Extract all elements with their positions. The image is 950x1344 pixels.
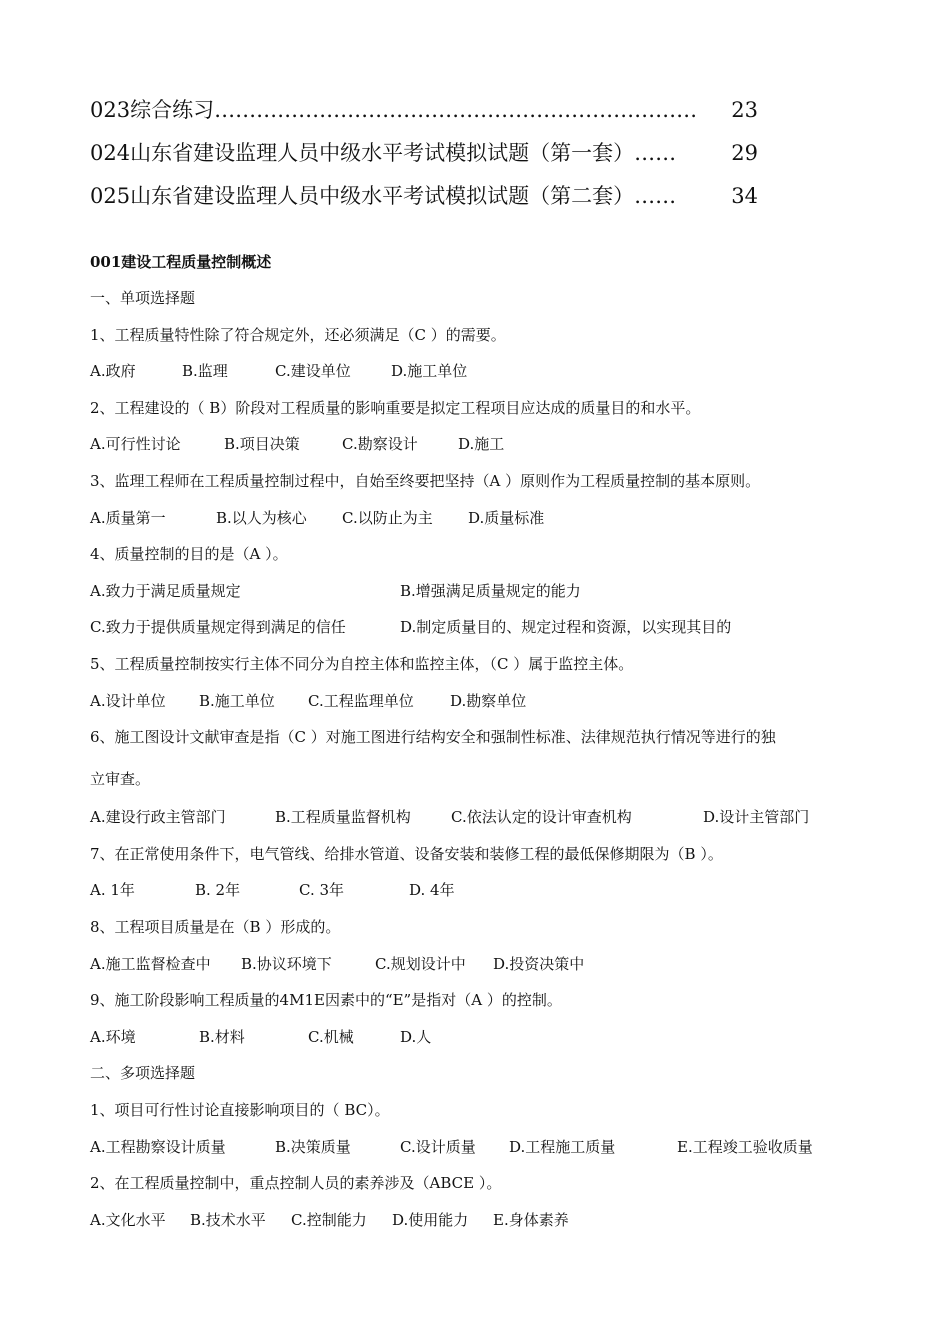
question-text: 9、施工阶段影响工程质量的4M1E因素中的“E”是指对（A ）的控制。 (90, 991, 562, 1009)
option: A.政府 (90, 362, 136, 380)
question-text: 1、项目可行性讨论直接影响项目的（ BC）。 (90, 1101, 390, 1119)
option: A.工程勘察设计质量 (90, 1138, 226, 1156)
toc-page: 23 (731, 98, 758, 122)
option: B.以人为核心 (216, 509, 307, 527)
option: B.增强满足质量规定的能力 (400, 582, 581, 600)
option: E.身体素养 (493, 1211, 569, 1229)
option: D.人 (400, 1028, 432, 1046)
option: D.投资决策中 (493, 955, 585, 973)
option: B.项目决策 (224, 435, 300, 453)
option: D. 4年 (409, 881, 455, 899)
toc-dots: …………………………………………………………… (214, 98, 698, 122)
option: A.质量第一 (90, 509, 166, 527)
option: C.设计质量 (400, 1138, 476, 1156)
toc-entry (90, 180, 758, 214)
option: A.设计单位 (90, 692, 166, 710)
option: A.建设行政主管部门 (90, 808, 226, 826)
toc-page: 34 (731, 184, 758, 208)
option: B.监理 (182, 362, 228, 380)
option: B.技术水平 (190, 1211, 266, 1229)
option: D.施工单位 (391, 362, 468, 380)
question-text: 3、监理工程师在工程质量控制过程中，自始至终要把坚持（A ）原则作为工程质量控制的基本原则。 (90, 472, 761, 490)
part-heading: 一、单项选择题 (90, 289, 196, 307)
question-text: 8、工程项目质量是在（B ）形成的。 (90, 918, 341, 936)
question-text: 7、在正常使用条件下，电气管线、给排水管道、设备安装和装修工程的最低保修期限为（B ）。 (90, 845, 723, 863)
option: C.以防止为主 (342, 509, 433, 527)
option: D.工程施工质量 (509, 1138, 616, 1156)
option: B. 2年 (195, 881, 241, 899)
option: B.工程质量监督机构 (275, 808, 411, 826)
section-title: 001建设工程质量控制概述 (90, 253, 272, 271)
option: C.工程监理单位 (308, 692, 414, 710)
option: D.使用能力 (392, 1211, 469, 1229)
option: D.勘察单位 (450, 692, 527, 710)
option: C.勘察设计 (342, 435, 418, 453)
option: A. 1年 (90, 881, 135, 899)
question-text: 4、质量控制的目的是（A ）。 (90, 545, 288, 563)
part-heading: 二、多项选择题 (90, 1064, 196, 1082)
option: C.致力于提供质量规定得到满足的信任 (90, 618, 346, 636)
toc-dots: …… (634, 184, 677, 208)
option: B.施工单位 (199, 692, 275, 710)
option: D.制定质量目的、规定过程和资源，以实现其目的 (400, 618, 732, 636)
toc-entry (90, 137, 758, 171)
question-text: 6、施工图设计文献审查是指（C ）对施工图进行结构安全和强制性标准、法律规范执行情况等进行的独 (90, 728, 776, 746)
option: E.工程竣工验收质量 (677, 1138, 813, 1156)
option: D.设计主管部门 (703, 808, 810, 826)
option: A.文化水平 (90, 1211, 166, 1229)
question-text: 5、工程质量控制按实行主体不同分为自控主体和监控主体，（C ）属于监控主体。 (90, 655, 634, 673)
toc-page: 29 (731, 141, 758, 165)
option: C.建设单位 (275, 362, 351, 380)
option: B.协议环境下 (241, 955, 332, 973)
option: B.材料 (199, 1028, 245, 1046)
option: C.控制能力 (291, 1211, 367, 1229)
option: B.决策质量 (275, 1138, 351, 1156)
toc-title: 025山东省建设监理人员中级水平考试模拟试题（第二套） (90, 184, 635, 208)
option: A.致力于满足质量规定 (90, 582, 241, 600)
option: C.规划设计中 (375, 955, 466, 973)
toc-title: 024山东省建设监理人员中级水平考试模拟试题（第一套） (90, 141, 635, 165)
option: D.施工 (458, 435, 505, 453)
question-text: 2、工程建设的（ B）阶段对工程质量的影响重要是拟定工程项目应达成的质量目的和水平。 (90, 399, 701, 417)
option: D.质量标准 (468, 509, 545, 527)
option: A.环境 (90, 1028, 136, 1046)
option: C.依法认定的设计审查机构 (451, 808, 632, 826)
option: C.机械 (308, 1028, 354, 1046)
question-text: 2、在工程质量控制中，重点控制人员的素养涉及（ABCE ）。 (90, 1174, 502, 1192)
toc-dots: …… (634, 141, 677, 165)
option: C. 3年 (299, 881, 345, 899)
question-text: 1、工程质量特性除了符合规定外，还必须满足（C ）的需要。 (90, 326, 506, 344)
option: A.施工监督检查中 (90, 955, 211, 973)
option: A.可行性讨论 (90, 435, 181, 453)
toc-entry (90, 94, 758, 128)
toc-title: 023综合练习 (90, 98, 215, 122)
question-text-continued: 立审查。 (90, 770, 151, 788)
